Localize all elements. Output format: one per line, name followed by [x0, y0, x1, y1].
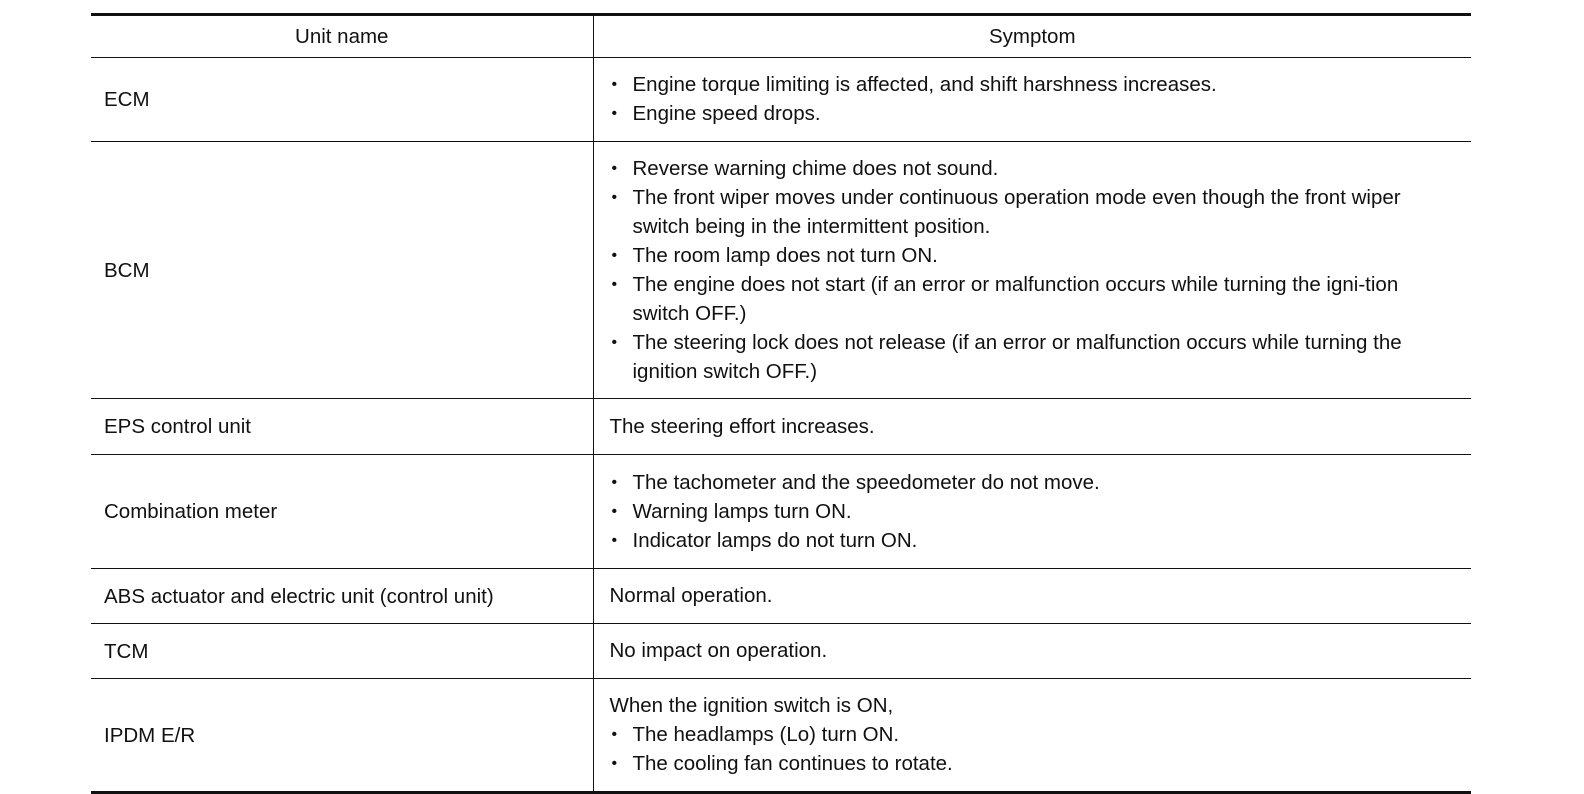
- symptom-item: • Indicator lamps do not turn ON.: [610, 526, 1458, 555]
- symptom-list: [610, 468, 1458, 555]
- symptom-list: [610, 720, 1458, 778]
- symptom-header: Symptom: [593, 15, 1471, 58]
- unit-name-cell: Combination meter: [91, 455, 593, 569]
- symptom-item: • Warning lamps turn ON.: [610, 497, 1458, 526]
- unit-name-cell: ECM: [91, 58, 593, 142]
- table-row: [91, 399, 1471, 455]
- symptom-item: • The steering lock does not release (if an error or malfunction occurs while turning the ignition switch OFF.): [610, 328, 1458, 386]
- table-row: [91, 142, 1471, 399]
- symptom-cell: The steering effort increases.: [593, 399, 1471, 455]
- unit-name-cell: TCM: [91, 624, 593, 679]
- unit-name-cell: IPDM E/R: [91, 679, 593, 793]
- unit-name-cell: EPS control unit: [91, 399, 593, 455]
- unit-name-header: Unit name: [91, 15, 593, 58]
- table-row: [91, 679, 1471, 793]
- table-row: [91, 58, 1471, 142]
- symptom-cell: Normal operation.: [593, 569, 1471, 624]
- symptom-table: [91, 13, 1471, 794]
- symptom-item: • Engine torque limiting is affected, and shift harshness increases.: [610, 70, 1458, 99]
- symptom-cell: [593, 679, 1471, 793]
- symptom-cell: [593, 58, 1471, 142]
- symptom-cell: [593, 455, 1471, 569]
- symptom-cell: [593, 142, 1471, 399]
- symptom-item: • Engine speed drops.: [610, 99, 1458, 128]
- table-row: [91, 569, 1471, 624]
- symptom-item: • The front wiper moves under continuous operation mode even though the front wiper switch being in the intermittent position.: [610, 183, 1458, 241]
- symptom-item: • The engine does not start (if an error or malfunction occurs while turning the igni-tion switch OFF.): [610, 270, 1458, 328]
- table-row: [91, 455, 1471, 569]
- unit-name-cell: BCM: [91, 142, 593, 399]
- table-header-row: [91, 15, 1471, 58]
- symptom-list: [610, 154, 1458, 386]
- symptom-item: • The tachometer and the speedometer do not move.: [610, 468, 1458, 497]
- symptom-intro: When the ignition switch is ON,: [609, 694, 894, 717]
- symptom-item: • Reverse warning chime does not sound.: [610, 154, 1458, 183]
- symptom-item: • The cooling fan continues to rotate.: [610, 749, 1458, 778]
- symptom-item: • The headlamps (Lo) turn ON.: [610, 720, 1458, 749]
- table-row: [91, 624, 1471, 679]
- symptom-list: [610, 70, 1458, 128]
- symptom-item: • The room lamp does not turn ON.: [610, 241, 1458, 270]
- symptom-cell: No impact on operation.: [593, 624, 1471, 679]
- unit-name-cell: ABS actuator and electric unit (control unit): [91, 569, 593, 624]
